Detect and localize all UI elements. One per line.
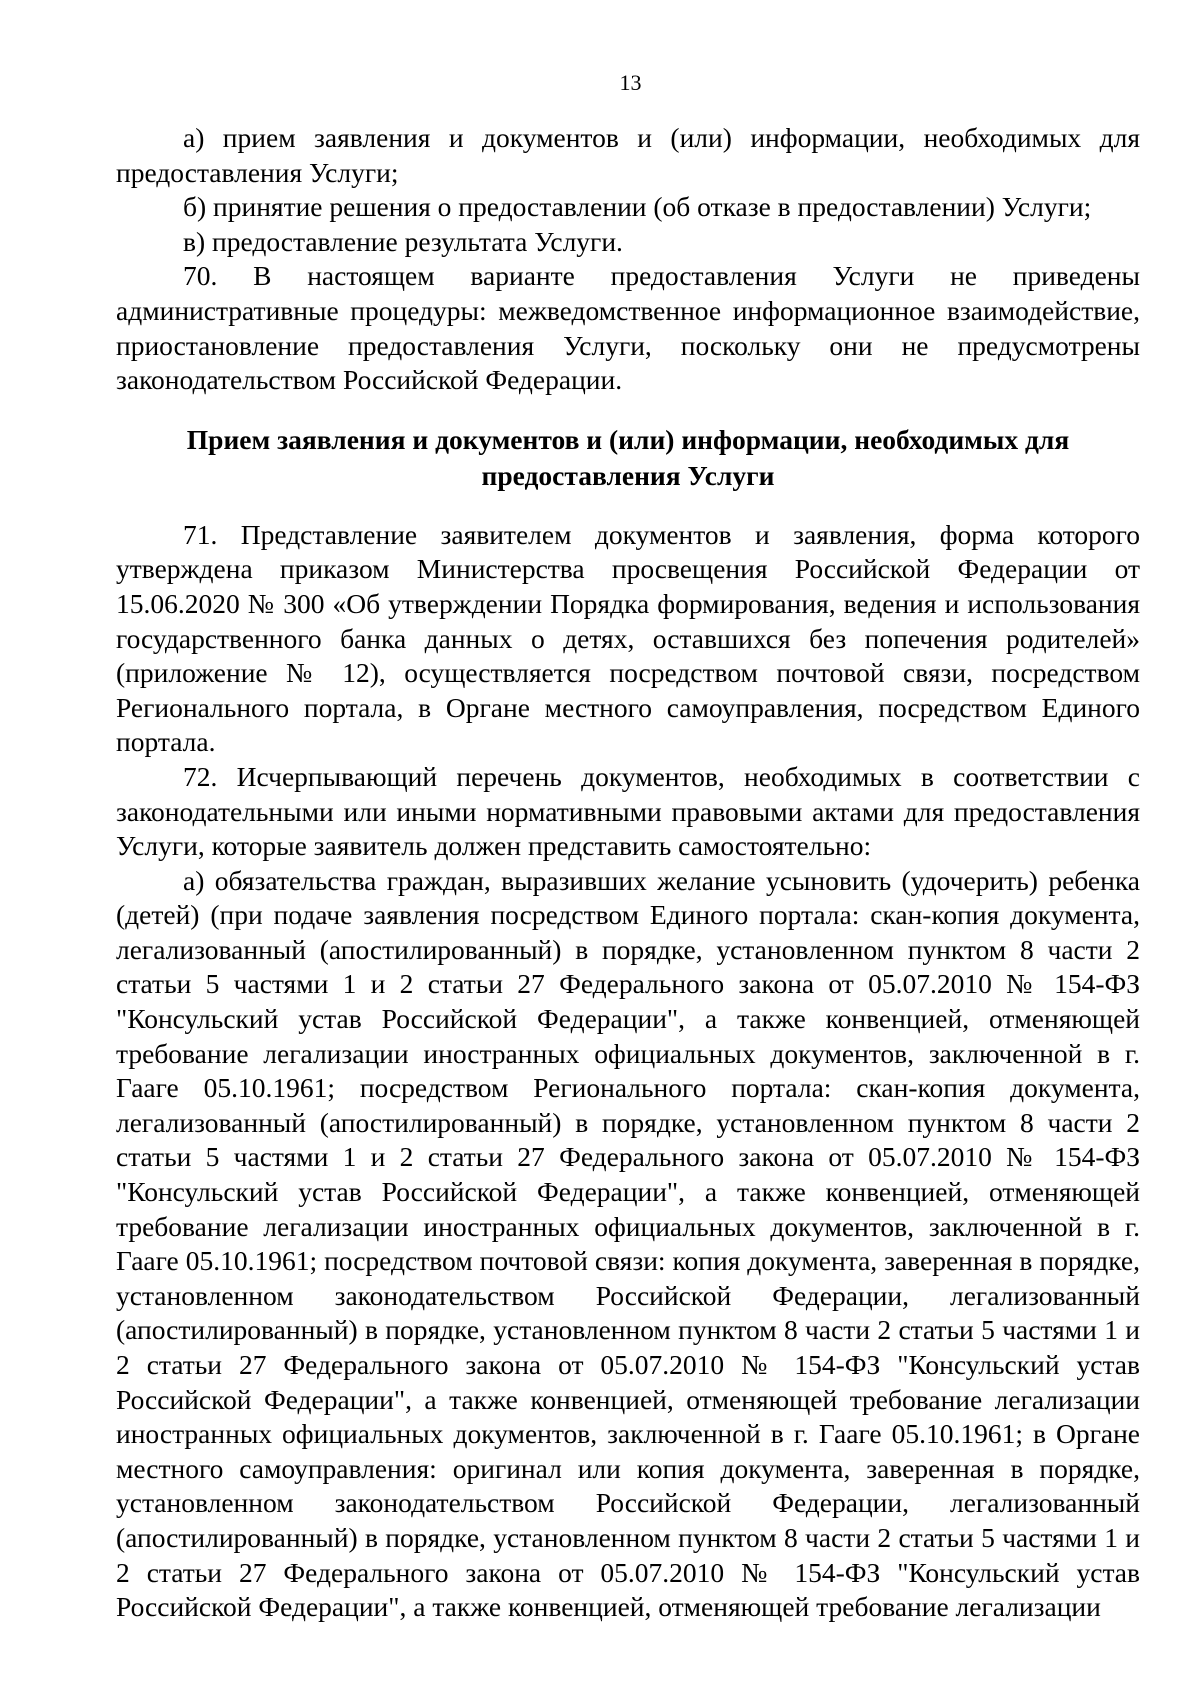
paragraph-70: 70. В настоящем варианте предоставления Услуги не приведены административные процедуры: межведомственное информационное взаимодействие, приостановление предоставления Услуги, поскольку они не предусмотрены законодательством Российской Федерации. [116, 260, 1140, 396]
list-item-b-stages: б) принятие решения о предоставлении (об отказе в предоставлении) Услуги; [183, 191, 1092, 223]
section-heading-line-1: Прием заявления и документов и (или) информации, необходимых для [186, 423, 1070, 455]
paragraph-72: 72. Исчерпывающий перечень документов, необходимых в соответствии с законодательными или иными нормативными правовыми актами для предоставления Услуги, которые заявитель должен представить самостоятельно: [116, 760, 1140, 862]
section-heading-line-2: предоставления Услуги [481, 459, 775, 491]
paragraph-71: 71. Представление заявителем документов и заявления, форма которого утверждена приказом Министерства просвещения Российской Федерации от 15.06.2020 № 300 «Об утверждении Порядка формирования, ведения и использования государственного банка данных о детях, оставшихся без попечения родителей» (приложение № 12), осуществляется посредством почтовой связи, посредством Регионального портала, в Органе местного самоуправления, посредством Единого портала. [116, 518, 1140, 758]
list-item-c-stages: в) предоставление результата Услуги. [183, 225, 623, 257]
page-number: 13 [619, 70, 642, 95]
list-item-a-stages: а) прием заявления и документов и (или) информации, необходимых для предоставления Услуги; [116, 122, 1140, 188]
list-item-a-documents: а) обязательства граждан, выразивших желание усыновить (удочерить) ребенка (детей) (при подаче заявления посредством Единого портала: скан-копия документа, легализованный (апостилированный) в порядке, установленном пунктом 8 части 2 статьи 5 частями 1 и 2 статьи 27 Федерального закона от 05.07.2010 № 154-ФЗ "Консульский устав Российской Федерации", а также конвенцией, отменяющей требование легализации иностранных официальных документов, заключенной в г. Гааге 05.10.1961; посредством Регионального портала: скан-копия документа, легализованный (апостилированный) в порядке, установленном пунктом 8 части 2 статьи 5 частями 1 и 2 статьи 27 Федерального закона от 05.07.2010 № 154-ФЗ "Консульский устав Российской Федерации", а также конвенцией, отменяющей требование легализации иностранных официальных документов, заключенной в г. Гааге 05.10.1961; посредством почтовой связи: копия документа, заверенная в порядке, установленном законодательством Российской Федерации, легализованный (апостилированный) в порядке, установленном пунктом 8 части 2 статьи 5 частями 1 и 2 статьи 27 Федерального закона от 05.07.2010 № 154-ФЗ "Консульский устав Российской Федерации", а также конвенцией, отменяющей требование легализации иностранных официальных документов, заключенной в г. Гааге 05.10.1961; в Органе местного самоуправления: оригинал или копия документа, заверенная в порядке, установленном законодательством Российской Федерации, легализованный (апостилированный) в порядке, установленном пунктом 8 части 2 статьи 5 частями 1 и 2 статьи 27 Федерального закона от 05.07.2010 № 154-ФЗ "Консульский устав Российской Федерации", а также конвенцией, отменяющей требование легализации [116, 864, 1140, 1623]
document-body [116, 121, 1140, 1625]
section-heading [116, 422, 1140, 494]
